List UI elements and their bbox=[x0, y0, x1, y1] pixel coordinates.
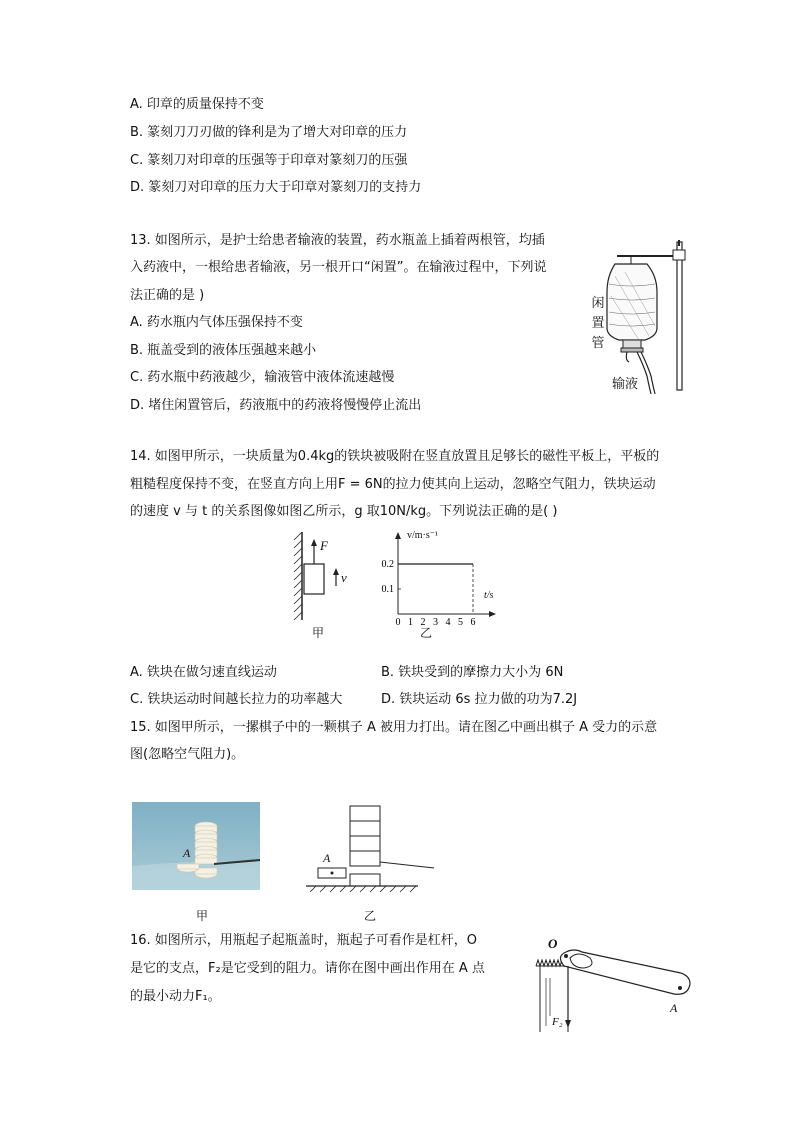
fig-yi-caption: 乙 bbox=[420, 626, 433, 640]
q14-option-c: C. 铁块运动时间越长拉力的功率越大 bbox=[130, 692, 343, 707]
q13-option-a: A. 药水瓶内气体压强保持不变 bbox=[130, 315, 303, 330]
pivot-label-o: O bbox=[548, 936, 558, 951]
idle-tube-label bbox=[590, 294, 606, 354]
q14-option-d: D. 铁块运动 6s 拉力做的功为7.2J bbox=[381, 692, 578, 707]
idle-label-char-3: 管 bbox=[591, 336, 605, 351]
q15-stem-line-2: 图(忽略空气阻力)。 bbox=[130, 747, 245, 762]
point-label-a: A bbox=[670, 1001, 678, 1015]
q12-option-a: A. 印章的质量保持不变 bbox=[130, 97, 264, 112]
q12-option-c: C. 篆刻刀对印章的压强等于印章对篆刻刀的压强 bbox=[130, 153, 408, 168]
fig-yi-caption-q15: 乙 bbox=[364, 909, 377, 923]
q13-option-c: C. 药水瓶中药液越少，输液管中液体流速越慢 bbox=[130, 370, 395, 385]
x-tick-label-4: 4 bbox=[445, 617, 451, 626]
q12-option-b: B. 篆刻刀刀刃做的锋利是为了增大对印章的压力 bbox=[130, 125, 408, 140]
x-tick-label-3: 3 bbox=[433, 617, 438, 626]
y-axis-arrow bbox=[395, 532, 401, 539]
x-tick-label-1: 1 bbox=[408, 617, 413, 626]
x-tick-label-6: 6 bbox=[470, 617, 476, 626]
vt-chart bbox=[372, 530, 502, 626]
q13-option-d: D. 堵住闲置管后，药液瓶中的药液将慢慢停止流出 bbox=[130, 398, 422, 413]
photo-label-a: A bbox=[183, 846, 191, 860]
velocity-label-v: v bbox=[341, 570, 347, 585]
q14-stem-line-1: 14. 如图甲所示，一块质量为0.4kg的铁块被吸附在竖直放置且足够长的磁性平板上，平板的 bbox=[130, 449, 660, 464]
q13-stem-line-3: 法正确的是 ) bbox=[130, 288, 205, 303]
x-axis-arrow bbox=[489, 611, 496, 617]
q13-option-b: B. 瓶盖受到的液体压强越来越小 bbox=[130, 343, 317, 358]
q14-stem-line-3: 的速度 v 与 t 的关系图像如图乙所示，g 取10N/kg。下列说法正确的是( ) bbox=[130, 504, 558, 519]
q16-stem-line-3: 的最小动力F₁。 bbox=[130, 989, 221, 1004]
chess-photo bbox=[132, 802, 260, 890]
y-axis-label: v/m·s⁻¹ bbox=[407, 530, 439, 541]
y-tick-label-0.1: 0.1 bbox=[381, 584, 394, 595]
q14-option-b: B. 铁块受到的摩擦力大小为 6N bbox=[381, 665, 564, 680]
x-tick-label-2: 2 bbox=[420, 617, 426, 626]
q14-option-a: A. 铁块在做匀速直线运动 bbox=[130, 665, 277, 680]
q13-stem-line-2: 入药液中，一根给患者输液，另一根开口“闲置”。在输液过程中，下列说 bbox=[130, 260, 547, 275]
force-label-f: F bbox=[320, 538, 328, 553]
diagram-label-a: A bbox=[323, 851, 331, 865]
y-tick-label-0.2: 0.2 bbox=[381, 559, 394, 570]
fig-jia-caption: 甲 bbox=[312, 626, 325, 640]
q14-stem-line-2: 粗糙程度保持不变，在竖直方向上用F = 6N的拉力使其向上运动，忽略空气阻力，铁块运动 bbox=[130, 477, 656, 492]
x-tick-label-0: 0 bbox=[395, 617, 401, 626]
q16-stem-line-2: 是它的支点，F₂是它受到的阻力。请你在图中画出作用在 A 点 bbox=[130, 961, 485, 976]
fig-jia-caption-q15: 甲 bbox=[196, 909, 209, 923]
idle-label-char-1: 闲 bbox=[591, 296, 605, 311]
idle-label-char-2: 置 bbox=[591, 316, 605, 331]
infusion-label: 输液 bbox=[612, 377, 639, 392]
q16-stem-line-1: 16. 如图所示，用瓶起子起瓶盖时，瓶起子可看作是杠杆，O bbox=[130, 933, 478, 948]
x-axis-label: t/s bbox=[484, 590, 494, 601]
q13-stem-line-1: 13. 如图所示，是护士给患者输液的装置，药水瓶盖上插着两根管，均插 bbox=[130, 233, 545, 248]
x-tick-label-5: 5 bbox=[458, 617, 463, 626]
q12-option-d: D. 篆刻刀对印章的压力大于印章对篆刻刀的支持力 bbox=[130, 180, 422, 195]
q15-stem-line-1: 15. 如图甲所示，一摞棋子中的一颗棋子 A 被用力打出。请在图乙中画出棋子 A 受力的示意 bbox=[130, 720, 658, 735]
force-label-f2: F₂ bbox=[552, 1016, 563, 1028]
